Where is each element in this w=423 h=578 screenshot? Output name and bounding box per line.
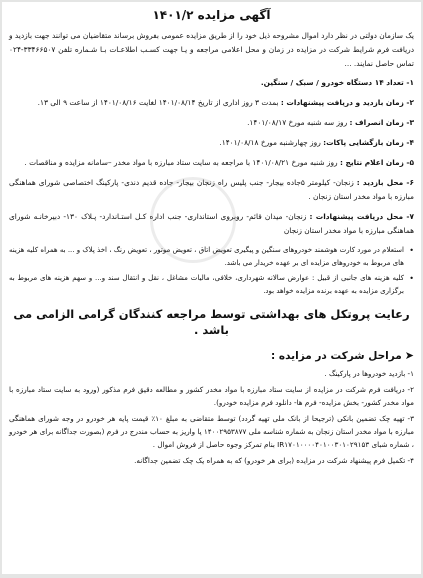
- detail-item-key: ۲- زمان بازدید و دریافت پیشنهادات :: [280, 97, 414, 107]
- arrow-icon: ➤: [404, 348, 414, 362]
- detail-item-key: ۴- زمان بازگشایی پاکات:: [323, 137, 414, 147]
- step-item: ۲- دریافت فرم شرکت در مزایده از سایت ستاد مبارزه با مواد مخدر کشور و مطالعه دقیق فرم مذکور (ورود به سایت ستاد مبارزه با مواد مخدر کشور- بخش مزایده- فرم ها- دانلود فرم مزایده خودرو).: [9, 384, 414, 407]
- detail-item-key: ۵- زمان اعلام نتایج :: [339, 157, 414, 167]
- steps-heading-text: مراحل شرکت در مزایده :: [271, 349, 402, 362]
- detail-item-value: زنجان- کیلومتر ۵جاده بیجار- جنب پلیس راه زنجان بیجار- جاده قدیم دندی- پارکینگ اختصاصی شورای هماهنگی مبارزه با مواد مخدر استان زنجان .: [9, 177, 414, 201]
- detail-item-key: ۶- محل بازدید :: [356, 177, 415, 187]
- conditions-list: [9, 244, 414, 298]
- detail-item: [9, 76, 414, 90]
- intro-paragraph: یک سازمان دولتی در نظر دارد اموال مشروحه ذیل خود را از طریق مزایده عمومی بفروش برساند متقاضیان می توانند جهت بازدید و دریافت فرم شرایط شرکت در مزایده در زمان و محل اعلامی مراجعه و یـا جهت کسـب اطلاعـات بـا شـماره تلفن ۳۳۴۶۶۵۰۷-۰۲۴ تماس حاصل نمایند. ...: [9, 31, 414, 69]
- detail-item-value: بمدت ۳ روز اداری از تاریخ ۱۴۰۱/۰۸/۱۴ لغایت ۱۴۰۱/۰۸/۱۶ از ساعت ۹ الی ۱۳.: [37, 97, 281, 107]
- step-item: ۱- بازدید خودروها در پارکینگ .: [324, 368, 414, 378]
- detail-item: [9, 136, 414, 150]
- steps-heading: [9, 348, 414, 364]
- detail-item-key: ۳- زمان انصراف :: [349, 117, 414, 127]
- detail-list: [9, 76, 414, 238]
- detail-item-key: ۱- تعداد ۱۴ دستگاه خودرو / سبک / سنگین.: [260, 77, 414, 87]
- condition-item: [9, 244, 414, 270]
- auction-notice-page: [2, 2, 421, 574]
- detail-item-value: روز چهارشنبه مورخ ۱۴۰۱/۰۸/۱۸.: [219, 137, 324, 147]
- step-item: ۴- تکمیل فرم پیشنهاد شرکت در مزایده (برای هر خودرو) که به همراه یک چک تضمین جداگانه.: [134, 455, 414, 465]
- detail-item: [9, 156, 414, 170]
- condition-item: [9, 272, 414, 298]
- page-title: آگهی مزایده ۱۴۰۱/۲: [152, 8, 271, 22]
- detail-item: [9, 96, 414, 110]
- detail-item-key: ۷- محل دریافت پیشنهادات :: [309, 211, 414, 221]
- detail-item-value: زنجان- میدان قائم- روبروی استانداری- جنب اداره کـل استـاندارد- پـلاک ۱۳۰- دبیرخانـه شورای هماهنگی مبارزه با مواد مخدر استان زنجان: [9, 211, 414, 235]
- health-notice: رعایت پروتکل های بهداشتی توسط مراجعه کنندگان گرامی الزامی می باشد .: [13, 306, 410, 337]
- bullet-icon: •: [409, 245, 414, 255]
- detail-item-value: روز سه شنبه مورخ ۱۴۰۱/۰۸/۱۷.: [247, 117, 350, 127]
- condition-text: کلیه هزینه های جانبی از قبیل : عوارض سالانه شهرداری، خلافی، مالیات مشاغل ، نقل و انتقال سند و... و سهم هزینه های مربوط به برگزاری مزایده به عهده برنده مزایده خواهد بود.: [9, 273, 404, 295]
- detail-item-value: روز شنبه مورخ ۱۴۰۱/۰۸/۲۱ با مراجعه به سایت ستاد مبارزه با مواد مخدر –سامانه مزایده و مناقصات .: [24, 157, 340, 167]
- condition-text: استعلام در مورد کارت هوشمند خودروهای سنگین و پیگیری تعویض اتاق ، تعویض موتور ، تعویض رنگ ، اخذ پلاک و ... به همراه کلیه هزینه های مربوط به خودروهای مزایده ای بر عهده خریدار می باشد.: [9, 245, 404, 267]
- step-item: ۳- تهیه چک تضمین بانکی (ترجیحا از بانک ملی تهیه گردد) توسط متقاضی به مبلغ ۱۰٪ قیمت پایه هر خودرو در وجه شورای هماهنگی مبارزه با مواد مخدر استان زنجان به شماره شناسه ملی ۱۴۰۰۲۹۵۳۸۷۷ یا واریز به حساب مندرج در فرم (بصورت جداگانه برای هر خودرو ، شماره شبای IR۱۷۰۱۰۰۰۰۴۰۱۰۰۳۰۱۰۲۹۱۵۳ بنام تمرکز وجوه حاصل از فروش اموال .: [8, 413, 414, 449]
- bullet-icon: •: [409, 273, 414, 283]
- detail-item: [9, 210, 414, 238]
- detail-item: [9, 176, 414, 204]
- steps-list: [9, 367, 414, 467]
- detail-item: [9, 116, 414, 130]
